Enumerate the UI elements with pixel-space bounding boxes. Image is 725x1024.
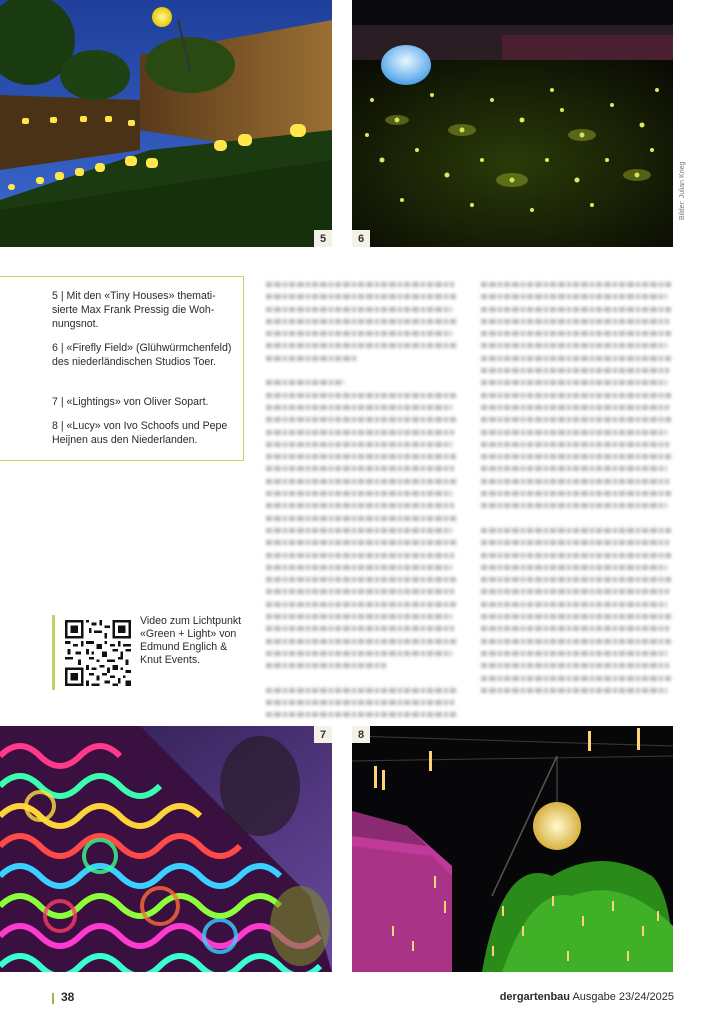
accent-bar [52, 615, 55, 690]
caption-6: 6 | «Firefly Field» (Glühwürmchenfeld) des niederländischen Studios Toer. [52, 342, 232, 368]
caption-5: 5 | Mit den «Tiny Houses» thematisierte Max Frank Pressig die Wohnungsnot. [52, 290, 216, 330]
video-caption: Video zum Lichtpunkt «Green + Light» von Edmund Englich & Knut Events. [140, 615, 242, 666]
caption-7: 7 | «Lightings» von Oliver Sopart. [52, 396, 209, 408]
article-column-2 [481, 278, 673, 696]
caption-box [0, 276, 244, 461]
photo-6-firefly-field [352, 0, 673, 247]
caption-8: 8 | «Lucy» von Ivo Schoofs und Pepe Heijnen aus den Niederlanden. [52, 420, 228, 446]
video-qr-box[interactable] [52, 615, 252, 690]
qr-code-icon[interactable] [65, 620, 131, 686]
photo-7-lightings [0, 726, 332, 972]
issue-label: Ausgabe 23/24/2025 [572, 991, 674, 1003]
photo-8-lucy [352, 726, 673, 972]
photo-number-7: 7 [314, 726, 332, 743]
publication-brand [500, 991, 674, 1003]
article-column-1 [266, 278, 458, 721]
photo-number-5: 5 [314, 230, 332, 247]
photo-5-tiny-houses [0, 0, 332, 247]
photo-number-6: 6 [352, 230, 370, 247]
page-number: 38 [61, 990, 75, 1004]
footer-accent-bar [52, 993, 54, 1004]
photo-number-8: 8 [352, 726, 370, 743]
brand-name: dergartenbau [499, 991, 570, 1003]
photo-credit: Bilder: Julian Krieg [679, 161, 686, 220]
